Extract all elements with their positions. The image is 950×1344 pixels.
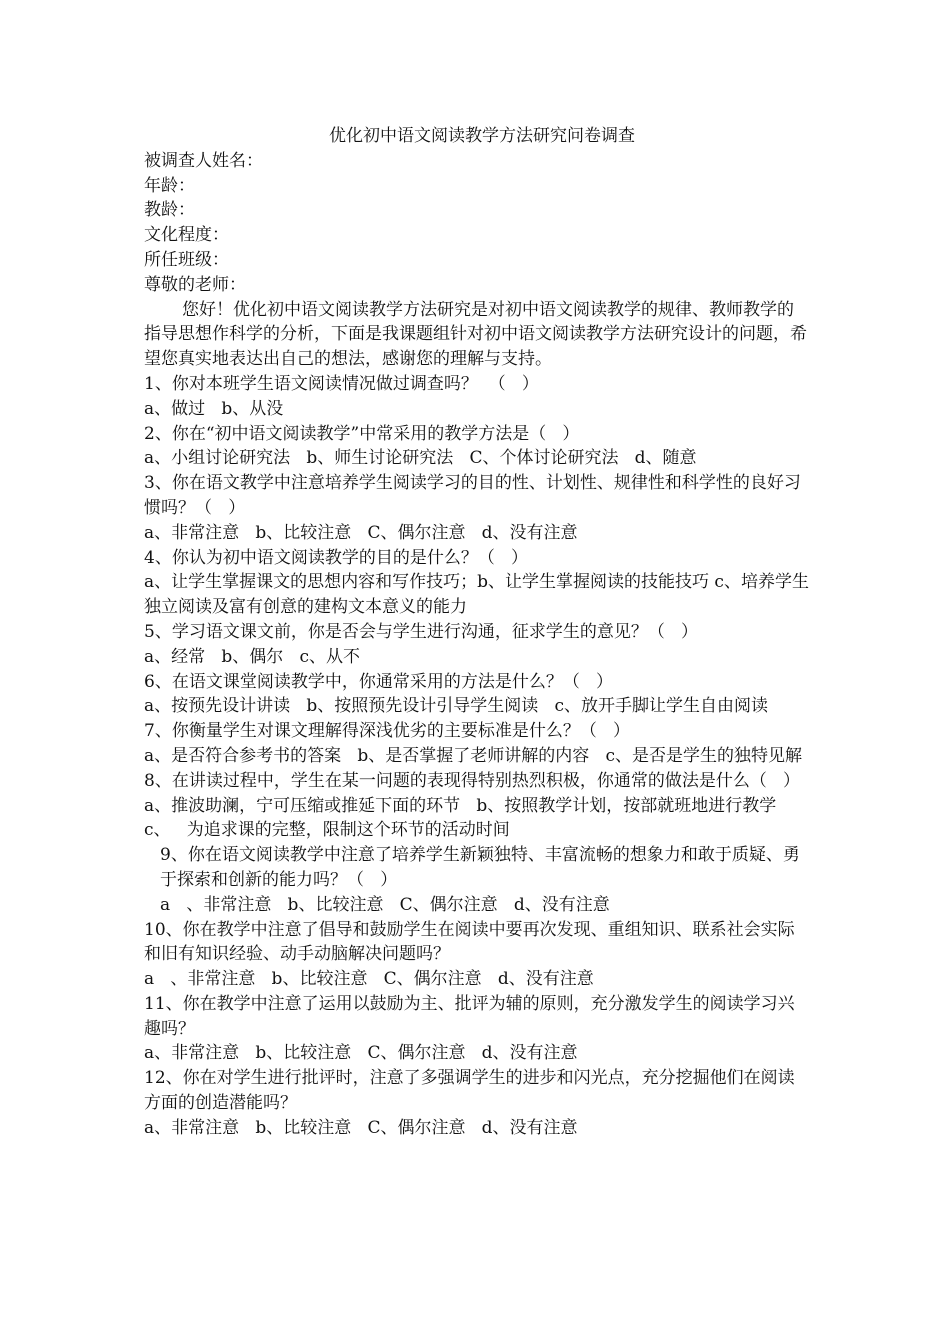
- question-options: a、让学生掌握课文的思想内容和写作技巧；b、让学生掌握阅读的技能技巧 c、培养学生独立阅读及富有创意的建构文本意义的能力: [144, 572, 809, 618]
- question-text: 5、学习语文课文前，你是否会与学生进行沟通，征求学生的意见？（ ）: [144, 621, 699, 642]
- question-11: [144, 992, 810, 1066]
- question-text: 3、你在语文教学中注意培养学生阅读学习的目的性、计划性、规律性和科学性的良好习惯吗？（ ）: [144, 473, 801, 518]
- question-options: a、推波助澜，宁可压缩或推延下面的环节 b、按照教学计划，按部就班地进行教学 c、 为追求课的完整，限制这个环节的活动时间: [144, 795, 793, 841]
- question-text: 8、在讲读过程中，学生在某一问题的表现得特别热烈积极，你通常的做法是什么（ ）: [144, 770, 801, 791]
- question-text: 12、你在对学生进行批评时，注意了多强调学生的进步和闪光点，充分挖掘他们在阅读方面的创造潜能吗？: [144, 1068, 795, 1114]
- question-text: 9、你在语文阅读教学中注意了培养学生新颖独特、丰富流畅的想象力和敢于质疑、勇于探索和创新的能力吗？（ ）: [160, 845, 800, 890]
- document-title: 优化初中语文阅读教学方法研究问卷调查: [329, 126, 635, 146]
- question-options: a、非常注意 b、比较注意 C、偶尔注意 d、没有注意: [144, 1043, 578, 1064]
- question-options: a、是否符合参考书的答案 b、是否掌握了老师讲解的内容 c、是否是学生的独特见解: [144, 745, 802, 766]
- question-options: a、按预先设计讲读 b、按照预先设计引导学生阅读 c、放开手脚让学生自由阅读: [144, 696, 768, 717]
- question-options: a、经常 b、偶尔 c、从不: [144, 646, 360, 667]
- document-page: [144, 124, 810, 1141]
- greeting: 尊敬的老师：: [144, 274, 246, 295]
- question-options: a、做过 b、从没: [144, 398, 284, 419]
- field-teaching-years: 教龄：: [144, 200, 195, 221]
- question-9: [144, 843, 810, 917]
- question-1: [144, 372, 810, 422]
- question-options: a、非常注意 b、比较注意 C、偶尔注意 d、没有注意: [144, 522, 578, 543]
- question-text: 6、在语文课堂阅读教学中，你通常采用的方法是什么？（ ）: [144, 671, 614, 692]
- question-text: 10、你在教学中注意了倡导和鼓励学生在阅读中要再次发现、重组知识、联系社会实际和旧有知识经验、动手动脑解决问题吗？: [144, 919, 795, 965]
- question-options: a、小组讨论研究法 b、师生讨论研究法 C、个体讨论研究法 d、随意: [144, 448, 697, 469]
- field-education: 文化程度：: [144, 225, 229, 246]
- question-options: a 、非常注意 b、比较注意 C、偶尔注意 d、没有注意: [160, 894, 610, 915]
- question-text: 2、你在“初中语文阅读教学”中常采用的教学方法是（ ）: [144, 423, 580, 444]
- question-text: 1、你对本班学生语文阅读情况做过调查吗？ （ ）: [144, 373, 539, 394]
- question-8: [144, 769, 810, 843]
- question-text: 7、你衡量学生对课文理解得深浅优劣的主要标准是什么？（ ）: [144, 721, 631, 742]
- question-text: 11、你在教学中注意了运用以鼓励为主、批评为辅的原则，充分激发学生的阅读学习兴趣吗？: [144, 993, 795, 1039]
- question-text: 4、你认为初中语文阅读教学的目的是什么？（ ）: [144, 547, 529, 568]
- question-7: [144, 719, 810, 769]
- question-5: [144, 620, 810, 670]
- question-6: [144, 670, 810, 720]
- question-options: a 、非常注意 b、比较注意 C、偶尔注意 d、没有注意: [144, 969, 594, 990]
- question-3: [144, 471, 810, 545]
- question-10: [144, 918, 810, 992]
- field-class: 所任班级：: [144, 249, 229, 270]
- question-4: [144, 546, 810, 620]
- field-age: 年龄：: [144, 175, 195, 196]
- intro-paragraph: 您好！优化初中语文阅读教学方法研究是对初中语文阅读教学的规律、教师教学的指导思想作科学的分析，下面是我课题组针对初中语文阅读教学方法研究设计的问题，希望您真实地表达出自己的想法，感谢您的理解与支持。: [144, 299, 807, 370]
- question-options: a、非常注意 b、比较注意 C、偶尔注意 d、没有注意: [144, 1117, 578, 1138]
- field-respondent-name: 被调查人姓名：: [144, 150, 263, 171]
- question-2: [144, 422, 810, 472]
- question-12: [144, 1066, 810, 1140]
